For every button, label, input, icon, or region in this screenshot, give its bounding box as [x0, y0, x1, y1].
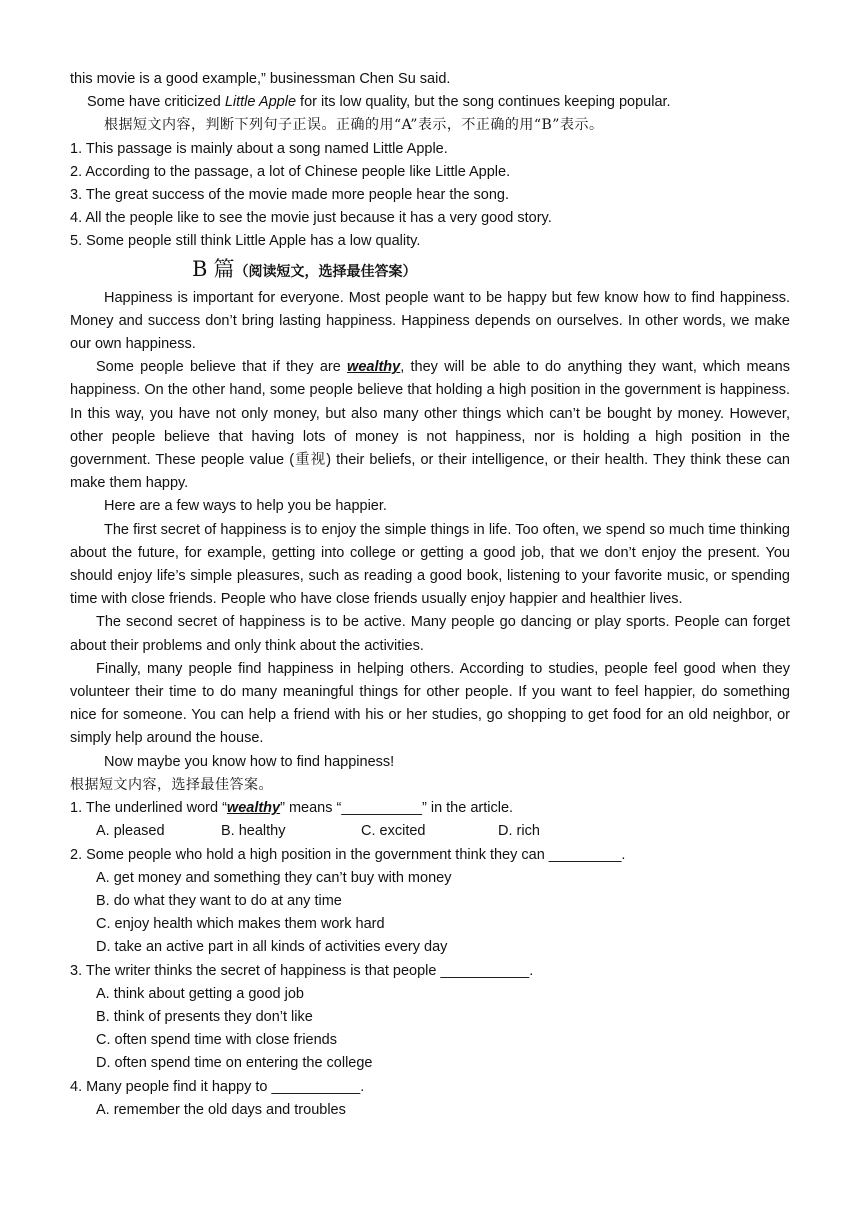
question-1: 1. The underlined word “wealthy” means “__________” in the article.: [70, 800, 514, 817]
statement-4: 4. All the people like to see the movie just because it has a very good story.: [70, 210, 552, 227]
paragraph-6: Finally, many people find happiness in helping others. According to studies, people feel good when they volunteer their time to do many meaningful things for other people. If you want to feel happier, do something nice for someone. You can help a friend with his or her studies, go shopping to get food for an old neighbor, or simply help around the house.: [70, 660, 790, 747]
statement-5: 5. Some people still think Little Apple has a low quality.: [70, 233, 421, 250]
question-3-option-c: C. often spend time with close friends: [96, 1032, 337, 1049]
document-page: [70, 68, 790, 1122]
multiple-choice-instruction: 根据短文内容，选择最佳答案。: [70, 776, 273, 793]
question-3-option-b: B. think of presents they don’t like: [96, 1008, 313, 1025]
paragraph-1: Happiness is important for everyone. Most people want to be happy but few know how to find happiness. Money and success don’t bring lasting happiness. Happiness depends on ourselves. In other words, we make our own happiness.: [70, 289, 790, 353]
passage-a-closing-line: this movie is a good example,” businessman Chen Su said.: [70, 71, 451, 87]
option-c: C. excited: [361, 823, 426, 840]
paragraph-2: Some people believe that if they are wealthy, they will be able to do anything they want, which means happiness. On the other hand, some people believe that holding a high position in the government is happiness. In this way, you have not only money, but also many other things which can’t be bought by money. However, other people believe that having lots of money is not happiness, nor is holding a high position in the government. These people value (重视) their beliefs, or their intelligence, or their health. They think these can make them happy.: [70, 359, 790, 492]
question-3: 3. The writer thinks the secret of happiness is that people ___________.: [70, 962, 534, 979]
song-title: Little Apple: [224, 94, 297, 111]
statement-3: 3. The great success of the movie made more people hear the song.: [70, 187, 510, 204]
paragraph-4: The first secret of happiness is to enjoy the simple things in life. Too often, we spend so much time thinking about the future, for example, getting into college or getting a good job, that we don’t enjoy the present. You should enjoy life’s simple pleasures, such as reading a good book, listening to your favorite music, or spending time with close friends. People who have close friends usually enjoy happier and healthier lives.: [70, 521, 790, 608]
question-2-option-a: A. get money and something they can’t buy with money: [96, 869, 452, 886]
question-3-option-a: A. think about getting a good job: [96, 985, 304, 1002]
paragraph-5: The second secret of happiness is to be active. Many people go dancing or play sports. People can forget about their problems and only think about the activities.: [70, 614, 790, 654]
question-2-option-b: B. do what they want to do at any time: [96, 892, 342, 909]
underlined-word: wealthy: [347, 359, 401, 376]
option-a: A. pleased: [96, 823, 165, 840]
paragraph-3: Here are a few ways to help you be happier.: [104, 498, 387, 515]
underlined-word: wealthy: [226, 800, 281, 817]
section-b-title: B 篇（阅读短文，选择最佳答案）: [192, 256, 417, 281]
statement-2: 2. According to the passage, a lot of Chinese people like Little Apple.: [70, 163, 511, 180]
option-d: D. rich: [498, 823, 540, 840]
option-b: B. healthy: [221, 823, 286, 840]
paragraph-7: Now maybe you know how to find happiness!: [104, 753, 395, 770]
passage-a-last-paragraph: Some have criticized Little Apple for its low quality, but the song continues keeping popular.: [87, 94, 671, 111]
true-false-instruction: 根据短文内容，判断下列句子正误。正确的用“A”表示，不正确的用“B”表示。: [104, 117, 604, 134]
question-2-option-d: D. take an active part in all kinds of activities every day: [96, 939, 448, 956]
question-2-option-c: C. enjoy health which makes them work hard: [96, 916, 385, 933]
question-2: 2. Some people who hold a high position in the government think they can _________.: [70, 846, 626, 863]
statement-1: 1. This passage is mainly about a song named Little Apple.: [70, 140, 448, 157]
question-1-options: [70, 820, 790, 843]
question-4: 4. Many people find it happy to ___________.: [70, 1078, 365, 1095]
question-3-option-d: D. often spend time on entering the college: [96, 1055, 373, 1072]
question-4-option-a: A. remember the old days and troubles: [96, 1101, 346, 1118]
